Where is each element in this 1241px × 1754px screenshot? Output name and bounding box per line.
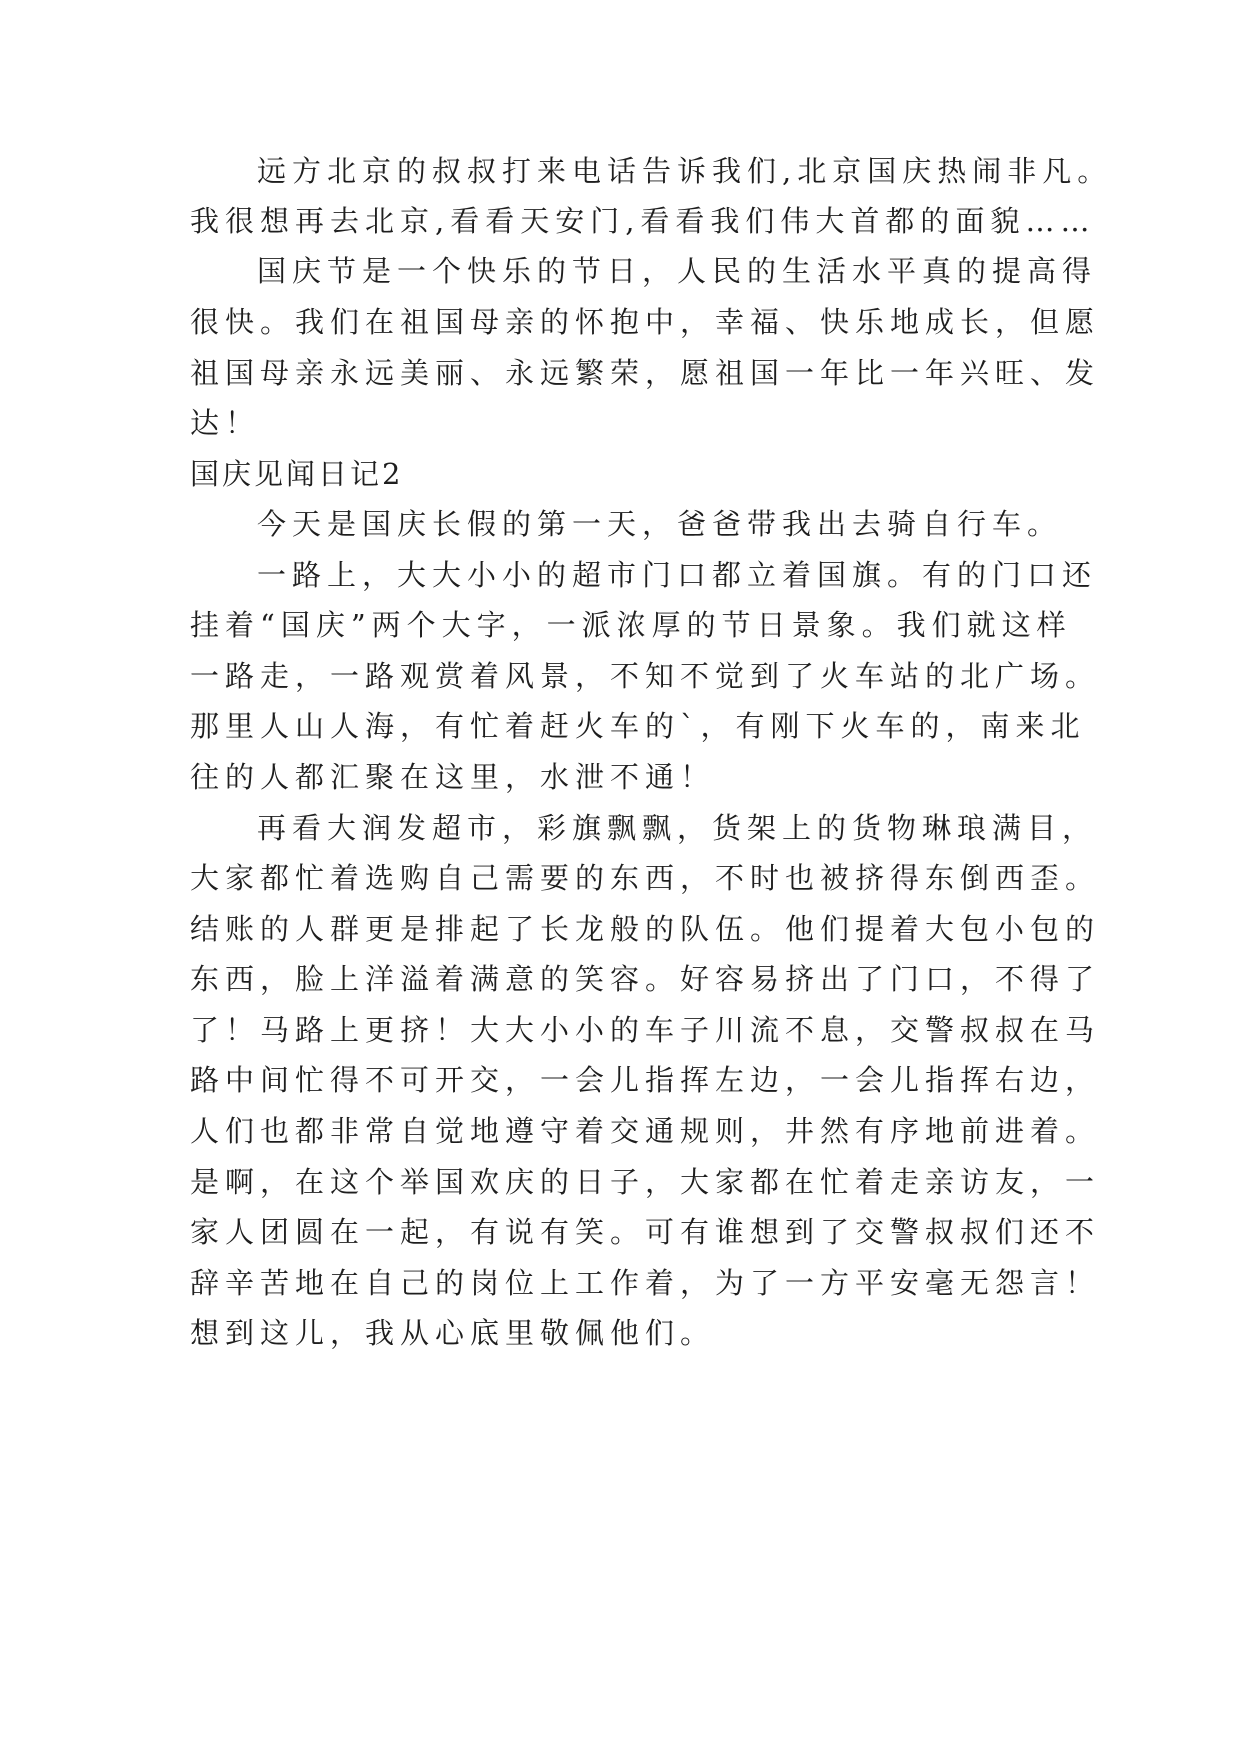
paragraph-line: 再看大润发超市，彩旗飘飘，货架上的货物琳琅满目， [257,811,1098,845]
paragraph-line: 今天是国庆长假的第一天，爸爸带我出去骑自行车。 [257,507,1063,541]
section-heading: 国庆见闻日记2 [190,457,404,491]
paragraph-line: 挂着“国庆”两个大字，一派浓厚的节日景象。我们就这样 [190,608,1072,642]
paragraph-line: 家人团圆在一起，有说有笑。可有谁想到了交警叔叔们还不 [190,1215,1101,1249]
paragraph-line: 祖国母亲永远美丽、永远繁荣，愿祖国一年比一年兴旺、发 [190,356,1101,390]
paragraph-line: 国庆节是一个快乐的节日，人民的生活水平真的提高得 [257,254,1098,288]
paragraph-line: 想到这儿，我从心底里敬佩他们。 [190,1316,716,1350]
paragraph-line: 结账的人群更是排起了长龙般的队伍。他们提着大包小包的 [190,912,1101,946]
paragraph-line: 路中间忙得不可开交，一会儿指挥左边，一会儿指挥右边， [190,1063,1101,1097]
paragraph-line: 很快。我们在祖国母亲的怀抱中，幸福、快乐地成长，但愿 [190,305,1101,339]
paragraph-line: 一路走，一路观赏着风景，不知不觉到了火车站的北广场。 [190,659,1101,693]
paragraph-line: 往的人都汇聚在这里，水泄不通！ [190,760,716,794]
paragraph-line: 那里人山人海，有忙着赶火车的`，有刚下火车的，南来北 [190,709,1086,743]
paragraph-line: 人们也都非常自觉地遵守着交通规则，井然有序地前进着。 [190,1114,1101,1148]
paragraph-line: 我很想再去北京,看看天安门,看看我们伟大首都的面貌…… [190,204,1096,238]
paragraph-line: 大家都忙着选购自己需要的东西，不时也被挤得东倒西歪。 [190,861,1101,895]
paragraph-line: 一路上，大大小小的超市门口都立着国旗。有的门口还 [257,558,1098,592]
paragraph-line: 是啊，在这个举国欢庆的日子，大家都在忙着走亲访友，一 [190,1165,1101,1199]
paragraph-line: 远方北京的叔叔打来电话告诉我们,北京国庆热闹非凡。 [257,154,1113,188]
paragraph-line: 东西，脸上洋溢着满意的笑容。好容易挤出了门口，不得了 [190,962,1101,996]
paragraph-line: 辞辛苦地在自己的岗位上工作着，为了一方平安毫无怨言！ [190,1266,1101,1300]
paragraph-line: 了！马路上更挤！大大小小的车子川流不息，交警叔叔在马 [190,1013,1101,1047]
paragraph-line: 达！ [190,406,261,440]
